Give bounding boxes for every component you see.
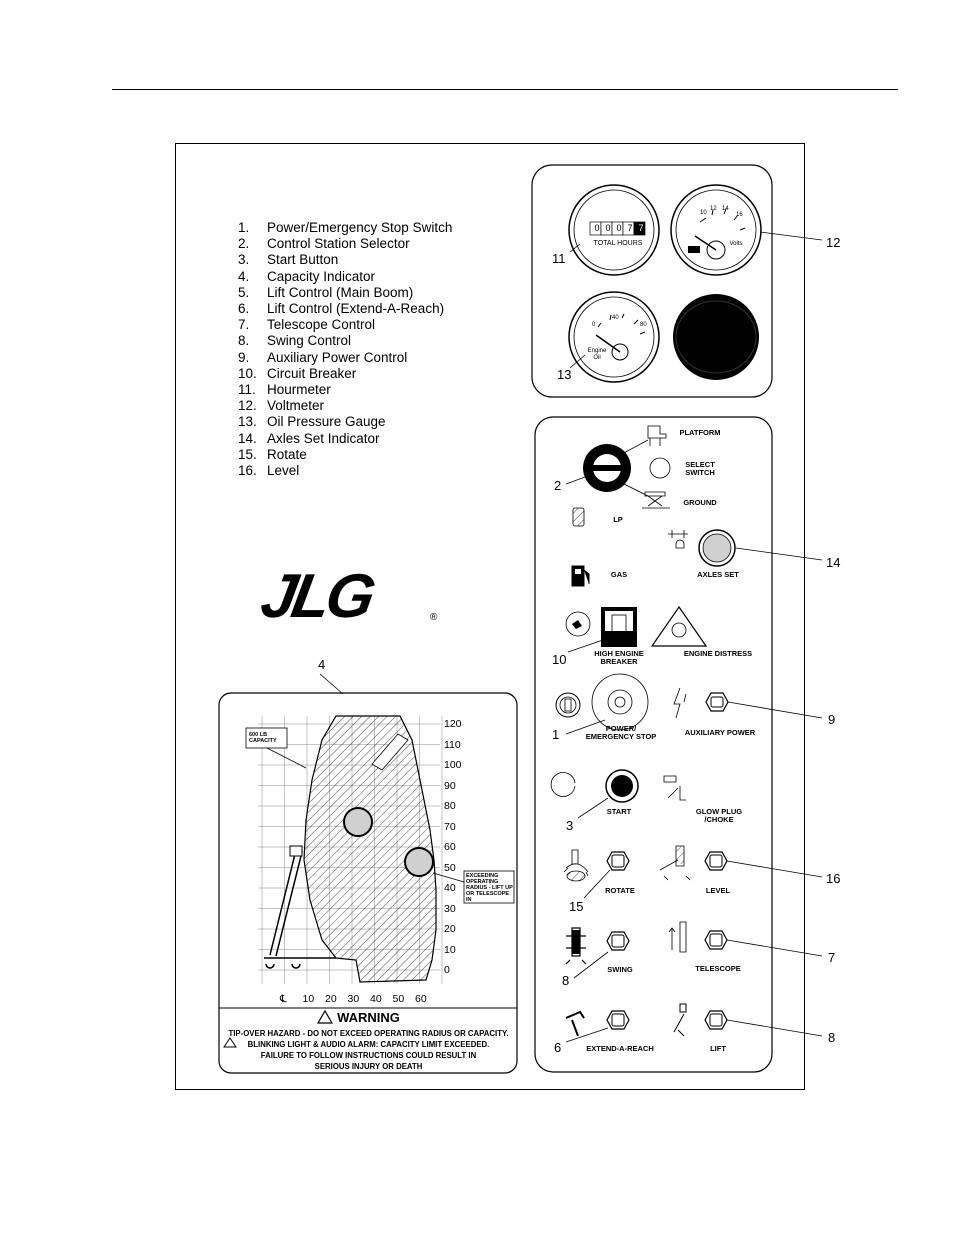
y-tick-label: 20 xyxy=(444,923,456,935)
callout-8-lift: 8 xyxy=(828,1030,836,1045)
legend-label: Power/Emergency Stop Switch xyxy=(267,220,453,235)
y-tick-label: 60 xyxy=(444,841,456,853)
y-tick-label: 0 xyxy=(444,964,450,976)
extend-a-reach-label: EXTEND-A-REACH xyxy=(586,1044,654,1053)
callout-1: 1 xyxy=(552,727,560,742)
select-switch-lamp xyxy=(650,458,670,478)
callout-3: 3 xyxy=(566,818,574,833)
y-tick-label: 70 xyxy=(444,820,456,833)
lift-label: LIFT xyxy=(710,1044,726,1053)
lp-icon xyxy=(573,508,584,526)
hourmeter-digit: 0 xyxy=(616,223,622,233)
gas-label: GAS xyxy=(610,570,628,579)
legend-number: 3. xyxy=(238,252,250,268)
legend-label: Rotate xyxy=(267,446,307,462)
legend-number: 9. xyxy=(238,349,250,365)
legend-number: 6. xyxy=(238,301,250,317)
voltmeter-unit: Volts xyxy=(729,241,743,247)
voltmeter-tick: 10 xyxy=(700,210,707,216)
rotate-label: ROTATE xyxy=(605,886,635,895)
warning-text xyxy=(220,1028,517,1072)
oil-pressure-tick: 0 xyxy=(592,322,596,328)
legend-number: 16. xyxy=(238,463,257,479)
legend-label: Control Station Selector xyxy=(267,236,410,252)
warning-line-1: TIP-OVER HAZARD - DO NOT EXCEED OPERATING RADIUS OR CAPACITY. xyxy=(228,1029,509,1038)
legend-label: Auxiliary Power Control xyxy=(267,349,408,365)
legend-label: Swing Control xyxy=(267,333,352,349)
legend-label: Lift Control (Extend-A-Reach) xyxy=(267,301,445,317)
x-tick-label: 40 xyxy=(370,993,382,1005)
legend-number: 8. xyxy=(238,333,250,349)
x-tick-label: 50 xyxy=(392,993,405,1005)
oil-pressure-tick: 40 xyxy=(612,315,619,321)
select-switch-label: SELECT SWITCH xyxy=(685,460,715,477)
capacity-box-text: 600 LB CAPACITY xyxy=(249,732,277,744)
ignition-icon xyxy=(551,773,575,797)
platform-label: PLATFORM xyxy=(679,428,721,437)
legend-number: 13. xyxy=(238,414,257,430)
level-icon xyxy=(660,846,690,880)
callout-11: 11 xyxy=(552,251,566,266)
platform-icon xyxy=(648,426,666,446)
legend-number: 1. xyxy=(238,220,250,235)
legend-label: Hourmeter xyxy=(267,382,331,398)
voltmeter-tick: 16 xyxy=(736,212,743,218)
voltmeter-tick: 14 xyxy=(722,206,729,212)
axles-set-label: AXLES SET xyxy=(697,570,739,579)
oil-pressure-gauge xyxy=(569,292,659,382)
hourmeter-digit: 7 xyxy=(627,223,633,233)
callout-14: 14 xyxy=(826,555,841,570)
legend-label: Telescope Control xyxy=(267,317,376,333)
engine-distress-label: ENGINE DISTRESS xyxy=(683,649,753,658)
callout-8-swing: 8 xyxy=(562,973,570,988)
level-label: LEVEL xyxy=(705,886,731,895)
capacity-lamp xyxy=(344,808,372,836)
warning-line-4: SERIOUS INJURY OR DEATH xyxy=(314,1062,423,1071)
lp-label: LP xyxy=(613,515,623,524)
hourmeter-digit: 0 xyxy=(594,223,600,233)
legend-number: 7. xyxy=(238,317,250,333)
high-engine-breaker-label: HIGH ENGINE BREAKER xyxy=(594,649,644,666)
legend-number: 12. xyxy=(238,398,257,414)
callout-7: 7 xyxy=(828,950,836,965)
x-tick-label: 60 xyxy=(415,993,427,1005)
legend-number: 4. xyxy=(238,268,250,284)
y-tick-label: 80 xyxy=(444,800,456,812)
hourmeter-digit: 0 xyxy=(605,223,611,233)
lift-icon xyxy=(674,1004,686,1036)
legend-number: 14. xyxy=(238,430,257,446)
callout-13: 13 xyxy=(557,367,572,382)
warning-line-2: BLINKING LIGHT & AUDIO ALARM: CAPACITY LIMIT EXCEEDED. xyxy=(247,1040,490,1049)
x-tick-label: ℄ xyxy=(280,993,287,1005)
legend-label: Oil Pressure Gauge xyxy=(267,414,386,430)
glow-plug-choke-label: GLOW PLUG /CHOKE xyxy=(695,807,743,824)
y-tick-label: 30 xyxy=(444,902,456,915)
callout-4: 4 xyxy=(318,657,326,672)
warning-title: WARNING xyxy=(337,1010,400,1025)
y-tick-label: 90 xyxy=(444,779,456,792)
telescope-icon xyxy=(669,922,686,952)
exceeding-radius-lamp xyxy=(405,848,433,876)
ground-label: GROUND xyxy=(683,498,717,507)
glow-plug-icon xyxy=(664,776,686,800)
legend-label: Voltmeter xyxy=(267,398,325,414)
legend-label: Circuit Breaker xyxy=(267,365,357,381)
swing-label: SWING xyxy=(607,965,633,974)
axle-lock-icon xyxy=(668,530,688,548)
callout-16: 16 xyxy=(826,871,841,886)
oil-pressure-tick: 80 xyxy=(640,322,647,328)
legend-number: 2. xyxy=(238,236,250,252)
legend-number: 10. xyxy=(238,365,257,381)
legend-label: Level xyxy=(267,463,300,479)
auxiliary-power-label: AUXILIARY POWER xyxy=(684,728,756,737)
callout-10: 10 xyxy=(552,652,567,667)
power-emergency-stop-label: POWER/ EMERGENCY STOP xyxy=(585,724,657,741)
y-tick-label: 40 xyxy=(444,882,456,894)
x-tick-label: 10 xyxy=(302,993,315,1005)
callout-6: 6 xyxy=(554,1040,562,1055)
hourmeter-digit: 7 xyxy=(638,223,644,233)
y-tick-label: 10 xyxy=(444,943,456,956)
control-panel xyxy=(535,417,772,1072)
exceeding-box-text: EXCEEDING OPERATING RADIUS - LIFT UP OR TELESCOPE IN xyxy=(466,873,513,903)
y-tick-label: 100 xyxy=(444,759,462,771)
engine-distress-icon xyxy=(652,607,706,646)
legend-number: 5. xyxy=(238,284,250,300)
voltmeter-tick: 12 xyxy=(710,206,717,212)
callout-15: 15 xyxy=(569,899,584,914)
oil-label-2: Oil xyxy=(593,355,601,361)
callout-9: 9 xyxy=(828,712,836,727)
y-tick-label: 50 xyxy=(444,861,456,874)
legend-label: Axles Set Indicator xyxy=(267,430,380,446)
battery-icon xyxy=(688,246,700,253)
registered-mark: ® xyxy=(430,612,438,623)
hourmeter-label: TOTAL HOURS xyxy=(593,240,643,247)
legend-label: Start Button xyxy=(267,252,339,268)
legend-number: 11. xyxy=(238,382,256,398)
extend-a-reach-icon xyxy=(566,1012,584,1036)
ground-icon xyxy=(642,492,670,508)
legend-number: 15. xyxy=(238,446,257,462)
start-label: START xyxy=(606,807,632,816)
logo-text: JLG xyxy=(256,562,377,631)
x-tick-label: 30 xyxy=(347,993,360,1005)
legend-label: Capacity Indicator xyxy=(267,268,376,284)
legend-label: Lift Control (Main Boom) xyxy=(267,284,414,300)
warning-line-3: FAILURE TO FOLLOW INSTRUCTIONS COULD RESULT IN xyxy=(260,1051,477,1060)
callout-2: 2 xyxy=(554,478,562,493)
axles-set-indicator-lamp xyxy=(673,294,759,380)
voltmeter-gauge xyxy=(671,185,761,275)
y-tick-label: 110 xyxy=(444,738,461,751)
lightning-icon xyxy=(674,688,686,718)
y-tick-label: 120 xyxy=(444,718,462,730)
callout-12: 12 xyxy=(826,235,841,250)
telescope-label: TELESCOPE xyxy=(695,964,741,973)
x-tick-label: 20 xyxy=(325,993,337,1005)
oil-label-1: Engine xyxy=(587,348,607,354)
